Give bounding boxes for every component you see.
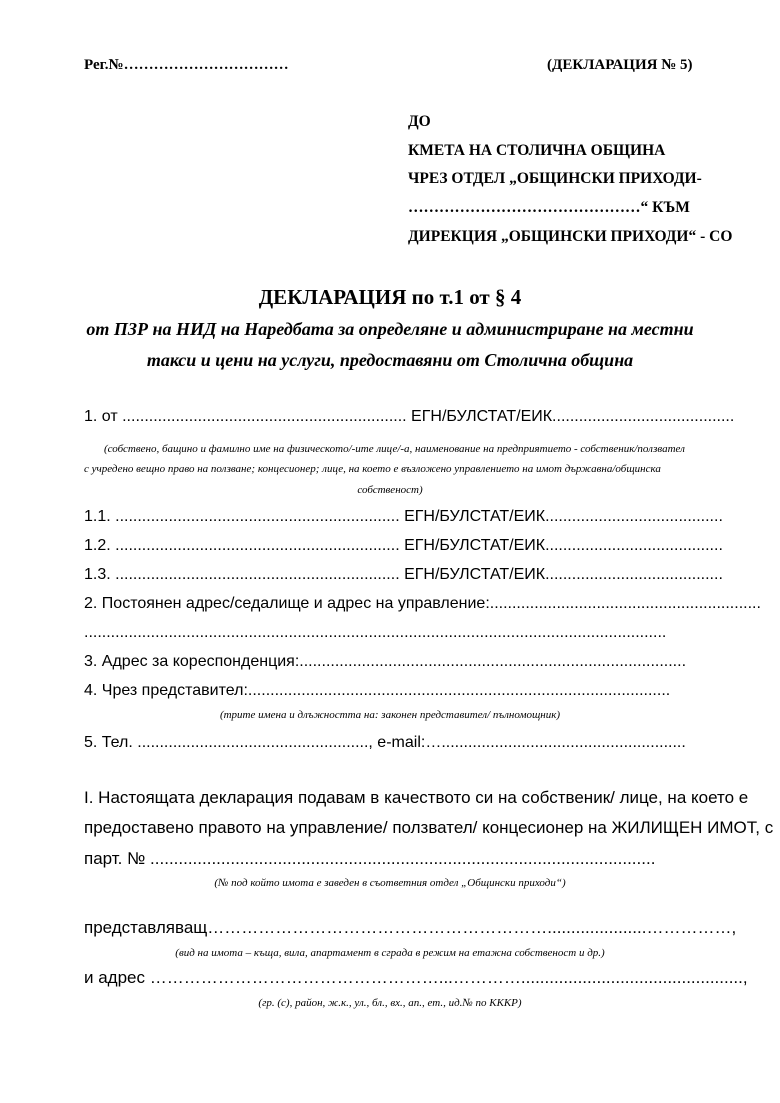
declaration-number: (ДЕКЛАРАЦИЯ № 5) <box>547 57 693 73</box>
field-2-address-continued[interactable]: ................................................................................................................................... <box>84 624 667 641</box>
reg-number: Рег.№…………………………… <box>84 57 289 73</box>
section-1-note-3: (гр. (с), район, ж.к., ул., бл., вх., ап., ет., ид.№ по КККР) <box>258 997 522 1009</box>
field-1-note-3: собственост) <box>357 484 423 496</box>
field-4-note: (трите имена и длъжността на: законен представител/ пълномощник) <box>219 709 561 721</box>
field-1-1[interactable]: 1.1. ................................................................ ЕГН/БУЛСТАТ/ЕИК........................................ <box>84 508 723 525</box>
addressee-line-2: КМЕТА НА СТОЛИЧНА ОБЩИНА <box>408 142 666 159</box>
section-1-partida[interactable]: парт. № ........................................................................................................... <box>84 849 656 868</box>
section-1-represents[interactable]: представляващ…………………………………………………….....................……………, <box>84 918 737 937</box>
section-1-address[interactable]: и адрес ……………………………………………...…………..............................................., <box>84 968 748 987</box>
field-4-representative[interactable]: 4. Чрез представител:............................................................................................... <box>84 682 671 699</box>
addressee-line-4: ………………………………………“ КЪМ <box>408 199 690 216</box>
field-1-2[interactable]: 1.2. ................................................................ ЕГН/БУЛСТАТ/ЕИК........................................ <box>84 537 723 554</box>
section-1-note-2: (вид на имота – къща, вила, апартамент в сграда в режим на етажна собственост и др.) <box>175 947 605 959</box>
addressee-line-5: ДИРЕКЦИЯ „ОБЩИНСКИ ПРИХОДИ“ - СО <box>408 228 733 245</box>
section-1-line-2: предоставено правото на управление/ ползвател/ концесионер на ЖИЛИЩЕН ИМОТ, с <box>84 818 774 837</box>
field-1-note-1: (собствено, бащино и фамилно име на физическото/-ите лице/-а, наименование на предприятието - собственик/ползвател <box>104 443 685 455</box>
field-1-note-2: с учредено вещно право на ползване; концесионер; лице, на което е възложено управлението на имот държавна/общинска <box>84 463 661 475</box>
document-subtitle-2: такси и цени на услуги, предоставяни от Столична община <box>146 350 634 370</box>
addressee-line-3: ЧРЕЗ ОТДЕЛ „ОБЩИНСКИ ПРИХОДИ- <box>408 170 702 187</box>
section-1-line-1: I. Настоящата декларация подавам в качеството си на собственик/ лице, на което е <box>84 788 749 807</box>
section-1-note-1: (№ под който имота е заведен в съответния отдел „Общински приходи“) <box>214 877 566 889</box>
document-title: ДЕКЛАРАЦИЯ по т.1 от § 4 <box>258 285 522 309</box>
document-subtitle-1: от ПЗР на НИД на Наредбата за определяне и администриране на местни <box>86 319 694 339</box>
field-1-from[interactable]: 1. от ................................................................ ЕГН/БУЛСТАТ/ЕИК......................................... <box>84 408 735 425</box>
field-3-correspondence[interactable]: 3. Адрес за кореспонденция:....................................................................................... <box>84 653 687 670</box>
field-2-address[interactable]: 2. Постоянен адрес/седалище и адрес на управление:............................................................. <box>84 595 761 612</box>
addressee-line-1: ДО <box>408 113 431 130</box>
field-5-phone-email[interactable]: 5. Тел. ...................................................., e-mail:…....................................................... <box>84 734 686 751</box>
field-1-3[interactable]: 1.3. ................................................................ ЕГН/БУЛСТАТ/ЕИК........................................ <box>84 566 723 583</box>
